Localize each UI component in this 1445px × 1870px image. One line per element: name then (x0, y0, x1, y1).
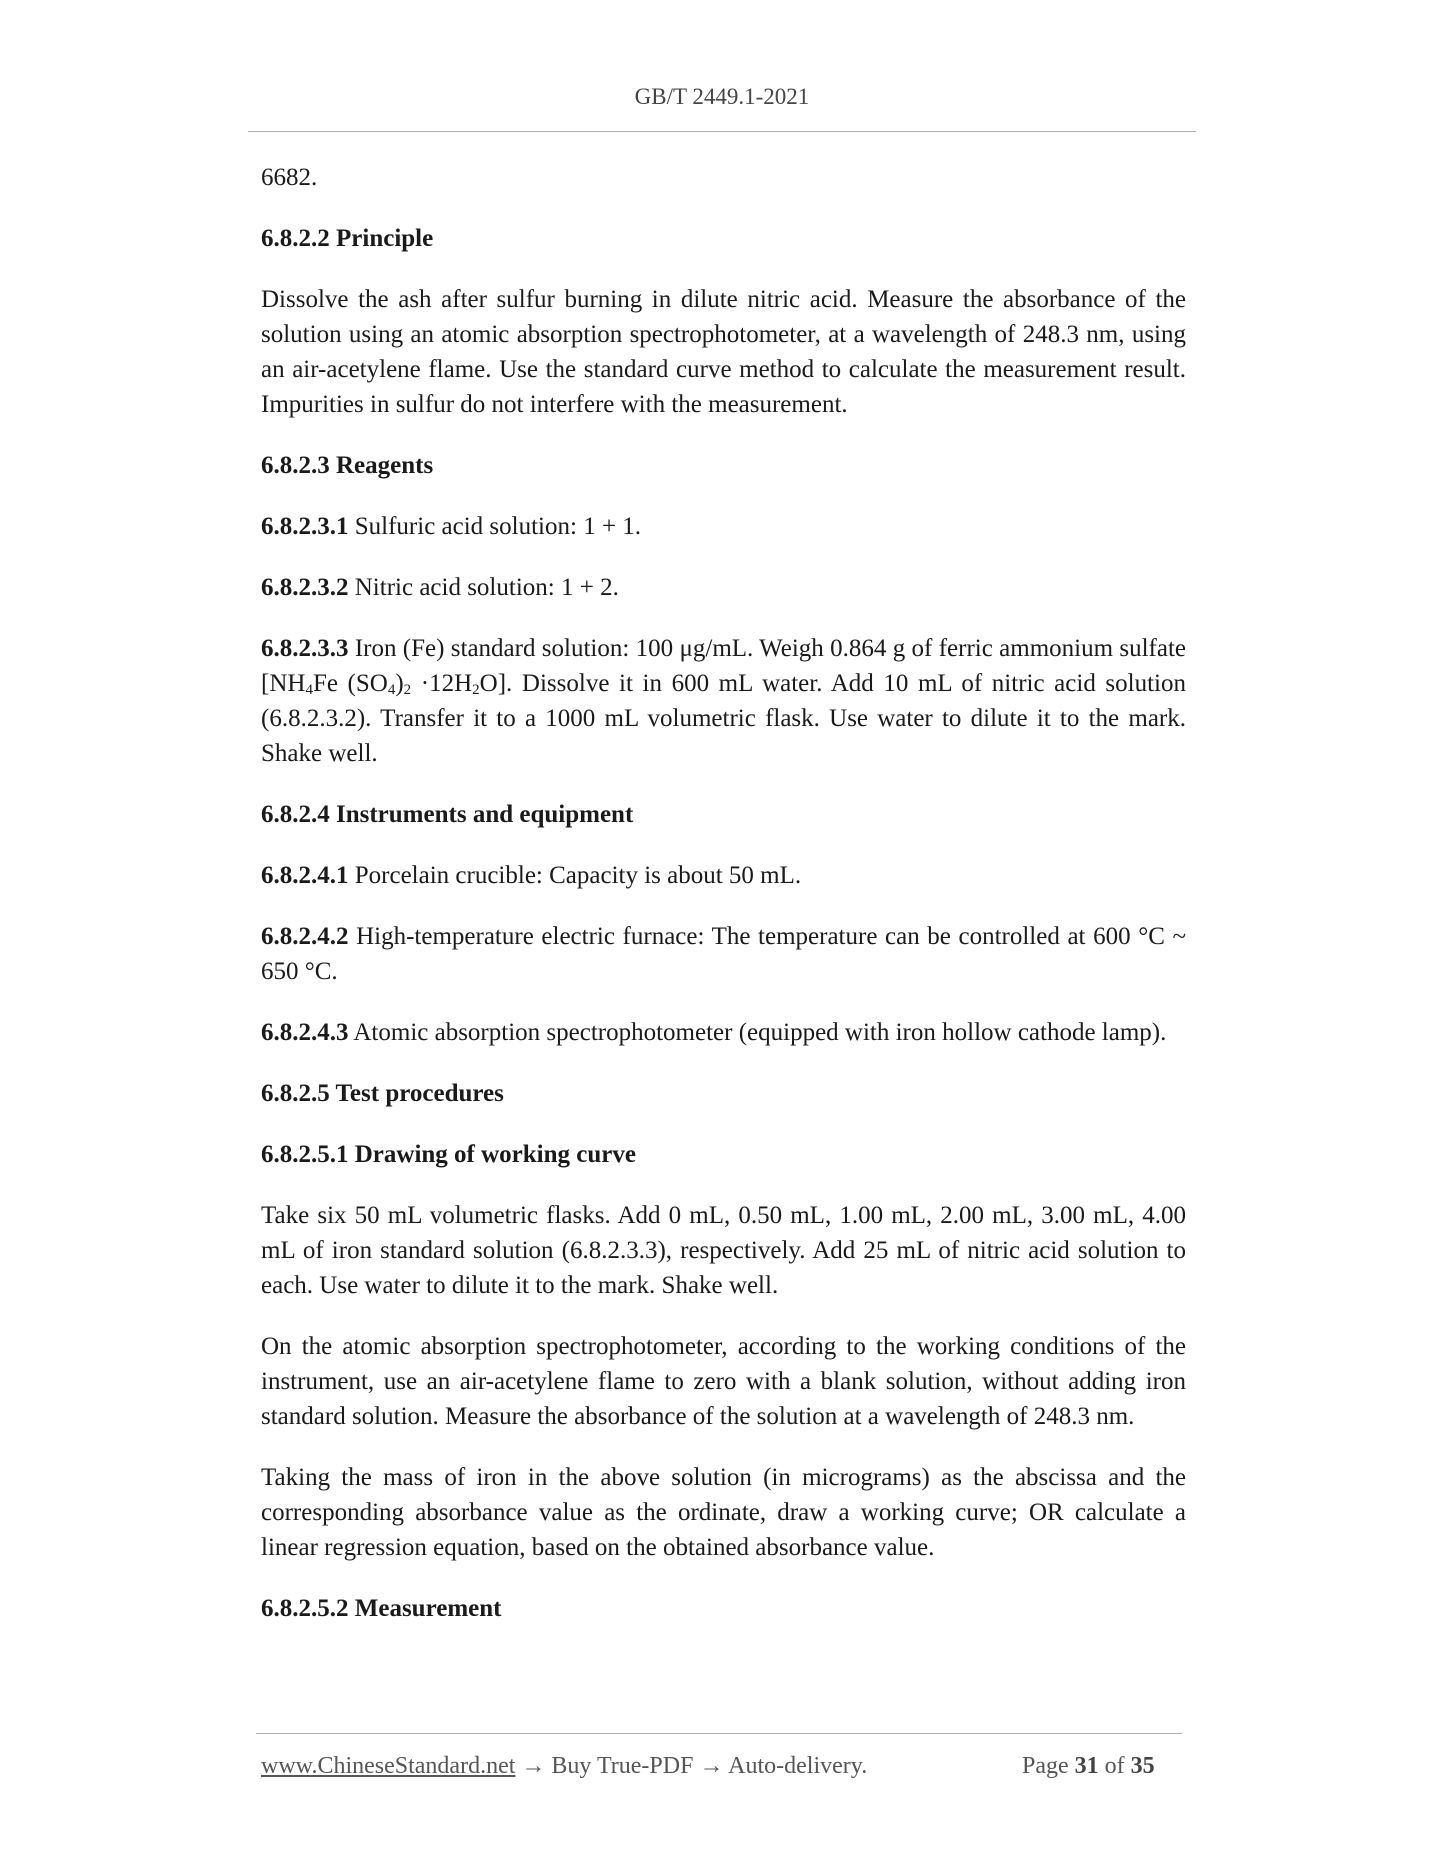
page-indicator (1022, 1753, 1155, 1780)
heading-instruments: 6.8.2.4 Instruments and equipment (261, 801, 634, 828)
page-total: 35 (1130, 1753, 1155, 1779)
footer-divider (256, 1733, 1182, 1734)
clause-text: Iron (Fe) standard solution: 100 μg/mL. Weigh 0.864 g of ferric ammonium sulfate [NH (261, 635, 1186, 697)
clause-number: 6.8.2.3.1 (261, 513, 349, 540)
subscript: 2 (472, 682, 480, 698)
clause-text: High-temperature electric furnace: The temperature can be controlled at 600 °C ~ 650 °C. (261, 923, 1186, 985)
website-link[interactable]: www.ChineseStandard.net (261, 1753, 516, 1779)
footer-delivery-text: Auto-delivery. (728, 1753, 868, 1779)
instrument-item-1 (261, 858, 1186, 893)
paragraph-curve-2: On the atomic absorption spectrophotometer, according to the working conditions of the instrument, use an air-acetylene flame to zero with a blank solution, without adding iron standard solution. Measure the absorbance of the solution at a wavelength of 248.3 nm. (261, 1333, 1186, 1430)
paragraph-principle: Dissolve the ash after sulfur burning in dilute nitric acid. Measure the absorbance of the solution using an atomic absorption spectrophotometer, at a wavelength of 248.3 nm, using an air-acetylene flame. Use the standard curve method to calculate the measurement result. Impurities in sulfur do not interfere with the measurement. (261, 286, 1186, 418)
subscript: 4 (305, 682, 313, 698)
footer-buy-text: Buy True-PDF (551, 1753, 694, 1779)
paragraph-curve-1: Take six 50 mL volumetric flasks. Add 0 mL, 0.50 mL, 1.00 mL, 2.00 mL, 3.00 mL, 4.00 mL of iron standard solution (6.8.2.3.3), respectively. Add 25 mL of nitric acid solution to each. Use water to dilute it to the mark. Shake well. (261, 1202, 1186, 1299)
subscript: 4 (387, 682, 396, 698)
reagent-item-3 (261, 631, 1186, 771)
clause-number: 6.8.2.4.2 (261, 923, 349, 950)
instrument-item-2 (261, 919, 1186, 989)
subscript: 2 (403, 682, 412, 698)
heading-working-curve: 6.8.2.5.1 Drawing of working curve (261, 1141, 636, 1168)
page-label: Page (1022, 1753, 1075, 1779)
clause-text: Sulfuric acid solution: 1 + 1. (348, 513, 642, 540)
reagent-item-1 (261, 509, 1186, 544)
clause-number: 6.8.2.4.1 (261, 862, 349, 889)
page-number: 31 (1074, 1753, 1099, 1779)
heading-principle: 6.8.2.2 Principle (261, 225, 434, 252)
heading-reagents: 6.8.2.3 Reagents (261, 452, 434, 479)
header-divider (248, 131, 1196, 132)
clause-text: Atomic absorption spectrophotometer (equipped with iron hollow cathode lamp). (348, 1019, 1167, 1046)
paragraph-curve-3: Taking the mass of iron in the above solution (in micrograms) as the abscissa and the corresponding absorbance value as the ordinate, draw a working curve; OR calculate a linear regression equation, based on the obtained absorbance value. (261, 1464, 1186, 1561)
heading-test-procedures: 6.8.2.5 Test procedures (261, 1080, 504, 1107)
reagent-item-2 (261, 570, 1186, 605)
clause-text: Fe (SO (312, 670, 388, 697)
footer-promo (261, 1753, 867, 1780)
arrow-icon: → (515, 1753, 552, 1779)
clause-text: ·12H (411, 670, 473, 697)
instrument-item-3 (261, 1015, 1186, 1050)
clause-number: 6.8.2.4.3 (261, 1019, 349, 1046)
clause-number: 6.8.2.3.2 (261, 574, 349, 601)
document-body (261, 160, 1186, 1652)
heading-measurement: 6.8.2.5.2 Measurement (261, 1595, 502, 1622)
page-header: GB/T 2449.1-2021 (634, 84, 810, 109)
clause-text: O]. Dissolve it in 600 mL water. Add 10 mL of nitric acid solution (6.8.2.3.2). Transfer it to a 1000 mL volumetric flask. Use water to dilute it to the mark. Shake well. (261, 670, 1186, 767)
clause-text: Porcelain crucible: Capacity is about 50 mL. (348, 862, 802, 889)
continuation-text: 6682. (261, 164, 318, 191)
clause-number: 6.8.2.3.3 (261, 635, 349, 662)
arrow-icon: → (693, 1753, 729, 1779)
clause-text: ) (395, 670, 404, 697)
clause-text: Nitric acid solution: 1 + 2. (348, 574, 619, 601)
of-label: of (1098, 1753, 1131, 1779)
